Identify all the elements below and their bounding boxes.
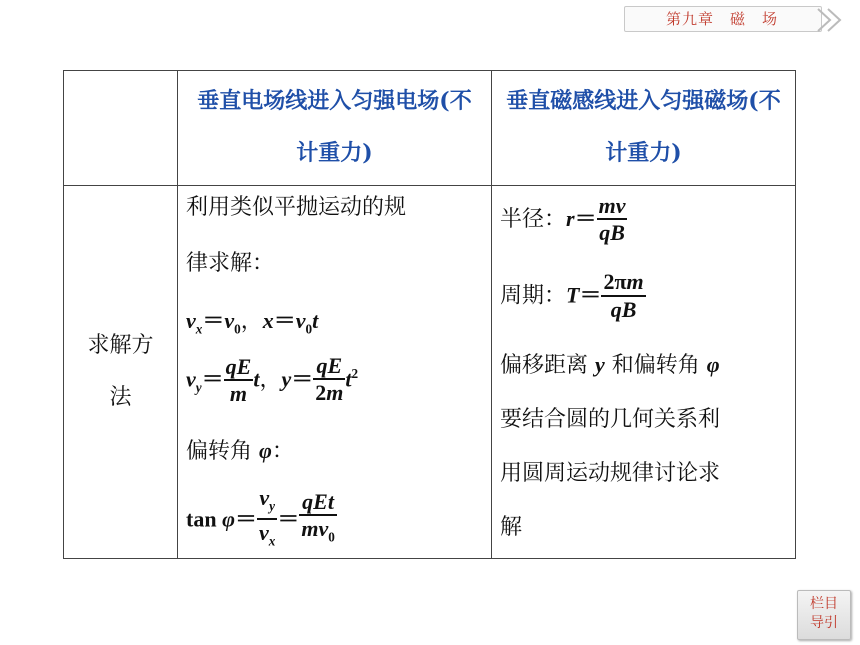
formula-velocity-y: $v_y=$ $\frac{qE}{m}$ t，y＝ $\frac{qE}{2m}$ $t^2$ [186, 353, 359, 406]
magnetic-field-method-cell [492, 186, 796, 559]
formula-radius: 半径：r＝ $\frac{mv}{qB}$ [500, 193, 626, 245]
formula-velocity-x: $v_x=v_0$，$x=v_0t$ [186, 308, 319, 337]
col2-desc-line4: 解 [500, 515, 523, 540]
header-magnetic-field: 垂直磁感线进入匀强磁场(不计重力) [492, 71, 796, 186]
nav-label-line2: 导引 [810, 615, 838, 631]
formula-tan-phi: tan φ＝ $\frac{v_y}{v_x}$ ＝ $\frac{\text{qEt}}{mv_0}$ [186, 485, 335, 549]
formula-period: 周期：T＝ $\frac{2\pi m}{qB}$ [500, 269, 644, 322]
chapter-title: 第九章 磁 场 [665, 10, 778, 28]
electric-field-method-cell [178, 186, 492, 559]
col2-desc-line1: 偏移距离 y 和偏转角 φ [500, 352, 720, 378]
row-label-solution-method: 求解方法 [64, 186, 178, 559]
col2-desc-line3: 用圆周运动规律讨论求 [500, 461, 721, 486]
table-corner-cell [64, 71, 178, 186]
comparison-table [63, 70, 796, 559]
section-nav-button[interactable] [797, 590, 851, 640]
col1-angle-label: 偏转角 φ： [186, 438, 294, 464]
nav-label-line1: 栏目 [810, 596, 838, 612]
chapter-tab [624, 6, 824, 32]
col1-intro-line1: 利用类似平抛运动的规 [186, 195, 407, 220]
chevron-right-icon [816, 7, 852, 33]
col2-desc-line2: 要结合圆的几何关系利 [500, 407, 721, 432]
col1-intro-line2: 律求解： [186, 251, 275, 276]
header-electric-field: 垂直电场线进入匀强电场(不计重力) [178, 71, 492, 186]
